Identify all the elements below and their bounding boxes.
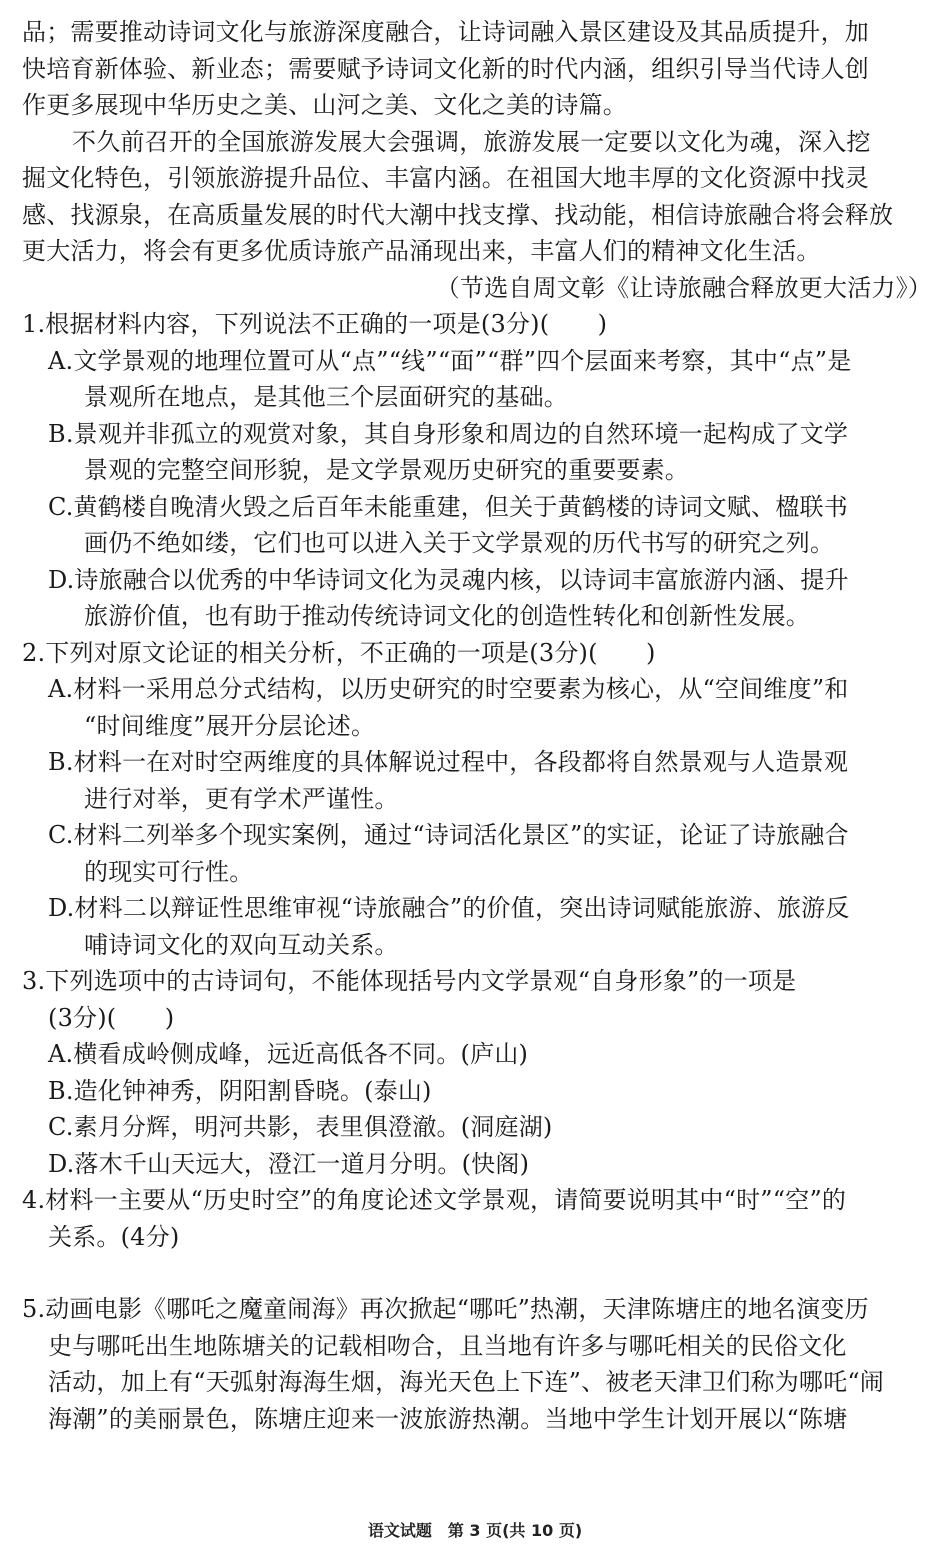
question-2 bbox=[22, 635, 932, 964]
question-stem: 1.根据材料内容，下列说法不正确的一项是(3分)( ) bbox=[22, 310, 608, 338]
option-c: C.黄鹤楼自晚清火毁之后百年未能重建，但关于黄鹤楼的诗词文赋、楹联书 bbox=[48, 492, 848, 521]
option-a: A.材料一采用总分式结构，以历史研究的时空要素为核心，从“空间维度”和 bbox=[48, 675, 849, 703]
option-b: B.景观并非孤立的观赏对象，其自身形象和周边的自然环境一起构成了文学 bbox=[48, 419, 849, 448]
option-d-cont: 哺诗词文化的双向互动关系。 bbox=[84, 930, 399, 959]
option-b-cont: 进行对举，更有学术严谨性。 bbox=[84, 784, 399, 813]
question-stem: 2.下列对原文论证的相关分析，不正确的一项是(3分)( ) bbox=[22, 638, 656, 667]
option-a: A.文学景观的地理位置可从“点”“线”“面”“群”四个层面来考察，其中“点”是 bbox=[48, 346, 852, 375]
option-a: A.横看成岭侧成峰，远近高低各不同。(庐山) bbox=[48, 1040, 529, 1068]
answer-space bbox=[22, 1255, 932, 1291]
exam-page bbox=[22, 14, 932, 1437]
question-stem-cont: 海潮”的美丽景色，陈塘庄迎来一波旅游热潮。当地中学生计划开展以“陈塘 bbox=[48, 1404, 848, 1433]
text-line: 更大活力，将会有更多优质诗旅产品涌现出来，丰富人们的精神文化生活。 bbox=[22, 237, 821, 265]
option-b: B.造化钟神秀，阴阳割昏晓。(泰山) bbox=[48, 1076, 432, 1105]
option-c-cont: 的现实可行性。 bbox=[84, 857, 254, 886]
option-c: C.素月分辉，明河共影，表里俱澄澈。(洞庭湖) bbox=[48, 1113, 553, 1141]
text-line: 掘文化特色，引领旅游提升品位、丰富内涵。在祖国大地丰厚的文化资源中找灵 bbox=[22, 164, 869, 192]
passage-source: （节选自周文彰《让诗旅融合释放更大活力》） bbox=[435, 273, 932, 302]
option-d-cont: 旅游价值，也有助于推动传统诗词文化的创造性转化和创新性发展。 bbox=[84, 602, 810, 630]
question-stem-cont: 关系。(4分) bbox=[48, 1222, 180, 1251]
option-d: D.落木千山天远大，澄江一道月分明。(快阁) bbox=[48, 1149, 530, 1178]
question-stem-cont: (3分)( ) bbox=[48, 1003, 175, 1032]
option-c: C.材料二列举多个现实案例，通过“诗词活化景区”的实证，论证了诗旅融合 bbox=[48, 821, 849, 849]
passage-paragraph bbox=[22, 124, 932, 270]
option-b-cont: 景观的完整空间形貌，是文学景观历史研究的重要要素。 bbox=[84, 456, 689, 484]
text-line: 品；需要推动诗词文化与旅游深度融合，让诗词融入景区建设及其品质提升，加 bbox=[22, 18, 869, 46]
text-line: 不久前召开的全国旅游发展大会强调，旅游发展一定要以文化为魂，深入挖 bbox=[72, 127, 871, 156]
question-3 bbox=[22, 963, 932, 1182]
option-b: B.材料一在对时空两维度的具体解说过程中，各段都将自然景观与人造景观 bbox=[48, 748, 849, 776]
question-5 bbox=[22, 1291, 932, 1437]
text-line: 快培育新体验、新业态；需要赋予诗词文化新的时代内涵，组织引导当代诗人创 bbox=[22, 54, 869, 83]
question-1 bbox=[22, 306, 932, 635]
option-d: D.材料二以辩证性思维审视“诗旅融合”的价值，突出诗词赋能旅游、旅游反 bbox=[48, 894, 850, 922]
text-line: 感、找源泉，在高质量发展的时代大潮中找支撑、找动能，相信诗旅融合将会释放 bbox=[22, 200, 894, 229]
page-footer: 语文试题 第 3 页(共 10 页) bbox=[367, 1521, 583, 1540]
question-stem-cont: 活动，加上有“天弧射海海生烟，海光天色上下连”、被老天津卫们称为哪吒“闹 bbox=[48, 1368, 885, 1396]
question-stem: 4.材料一主要从“历史时空”的角度论述文学景观，请简要说明其中“时”“空”的 bbox=[22, 1186, 847, 1214]
text-line: 作更多展现中华历史之美、山河之美、文化之美的诗篇。 bbox=[22, 91, 627, 119]
question-stem: 5.动画电影《哪吒之魔童闹海》再次掀起“哪吒”热潮，天津陈塘庄的地名演变历 bbox=[22, 1295, 869, 1323]
question-stem-cont: 史与哪吒出生地陈塘关的记载相吻合，且当地有许多与哪吒相关的民俗文化 bbox=[48, 1331, 847, 1360]
passage-continuation bbox=[22, 14, 932, 124]
option-a-cont: 景观所在地点，是其他三个层面研究的基础。 bbox=[84, 383, 568, 411]
question-4 bbox=[22, 1182, 932, 1255]
option-d: D.诗旅融合以优秀的中华诗词文化为灵魂内核，以诗词丰富旅游内涵、提升 bbox=[48, 565, 849, 594]
option-c-cont: 画仍不绝如缕，它们也可以进入关于文学景观的历代书写的研究之列。 bbox=[84, 529, 835, 557]
option-a-cont: “时间维度”展开分层论述。 bbox=[84, 711, 376, 740]
question-stem: 3.下列选项中的古诗词句，不能体现括号内文学景观“自身形象”的一项是 bbox=[22, 967, 797, 995]
